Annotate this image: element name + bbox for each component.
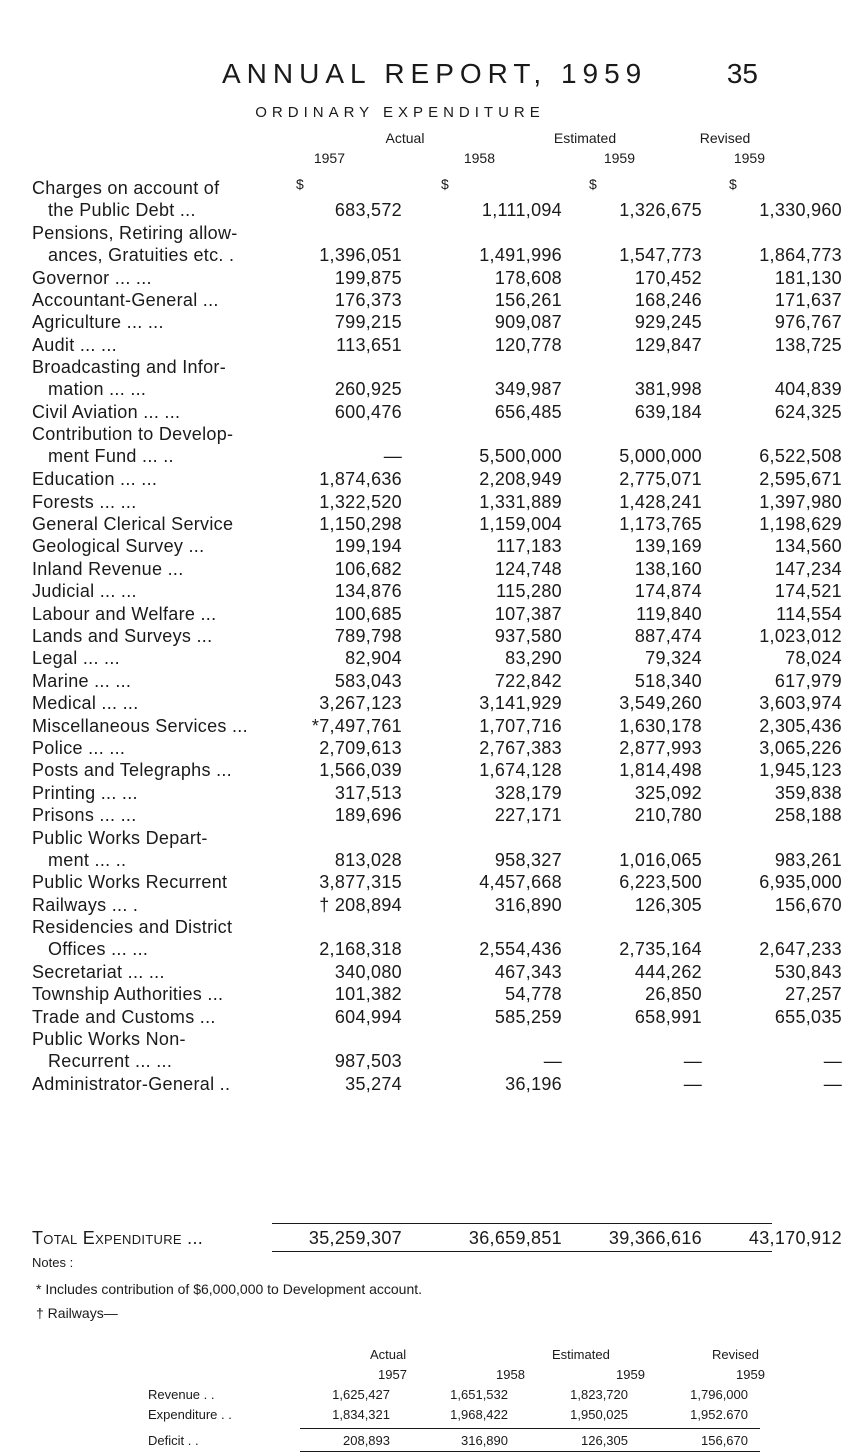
value-1959-est: 210,780: [634, 805, 702, 826]
value-1959-rev: 1,945,123: [759, 760, 842, 781]
value-1959-rev: 181,130: [774, 267, 842, 288]
value-1957: 600,476: [334, 402, 402, 422]
rail-year-1957: 1957: [378, 1367, 407, 1382]
value-1959-est: 5,000,000: [619, 446, 702, 467]
row-label-line: Education ... ...: [32, 469, 158, 490]
year-1959-rev-heading: 1959: [733, 150, 765, 166]
value-1958: 117,183: [496, 536, 562, 557]
row-label-line: Audit ... ...: [32, 334, 117, 355]
row-label-line: the Public Debt ...: [48, 200, 196, 220]
value-1958: 328,179: [494, 782, 562, 803]
row-label-line: Public Works Recurrent: [32, 872, 228, 893]
value-1957: 3,877,315: [319, 872, 402, 893]
value-1957: 260,925: [334, 379, 402, 400]
row-label-line: Railways ... .: [32, 894, 139, 915]
value-1959-rev: —: [823, 1074, 842, 1094]
value-1958: 1,331,889: [479, 491, 562, 512]
total-1959-rev: 43,170,912: [748, 1228, 842, 1248]
row-label-line: ment ... ..: [48, 849, 127, 870]
value-1959-est: 2,775,071: [619, 469, 702, 490]
rail-row-value: 1,823,720: [570, 1387, 628, 1402]
value-1958: 4,457,668: [479, 872, 562, 893]
row-label-line: Marine ... ...: [32, 670, 132, 691]
value-1957: † 208,894: [319, 894, 402, 915]
rail-year-1959-est: 1959: [616, 1367, 645, 1382]
value-1959-rev: 2,595,671: [759, 469, 842, 490]
value-1959-rev: 404,839: [774, 379, 842, 400]
deficit-value: 156,670: [701, 1433, 748, 1448]
value-1959-est: 325,092: [634, 782, 702, 803]
value-1959-est: 1,547,773: [619, 244, 702, 265]
value-1959-rev: 2,647,233: [759, 939, 842, 960]
row-label-line: Governor ... ...: [32, 267, 152, 288]
value-1959-rev: 156,670: [774, 894, 842, 915]
row-label-line: Geological Survey ...: [32, 536, 205, 557]
total-label: Total Expenditure ...: [32, 1228, 204, 1248]
note-development: * Includes contribution of $6,000,000 to Development account.: [36, 1281, 423, 1297]
deficit-value: 126,305: [581, 1433, 628, 1448]
value-1959-est: 887,474: [634, 626, 702, 646]
value-1958: 227,171: [494, 805, 562, 826]
row-label-line: Civil Aviation ... ...: [32, 402, 181, 422]
value-1958: 124,748: [494, 558, 562, 579]
value-1959-est: 26,850: [645, 984, 702, 1005]
value-1958: 107,387: [494, 603, 562, 624]
row-label-line: Miscellaneous Services ...: [32, 715, 248, 736]
value-1959-rev: 174,521: [774, 581, 842, 602]
row-label-line: Accountant-General ...: [32, 290, 219, 310]
total-rule-bottom: [272, 1251, 772, 1252]
row-label-line: Posts and Telegraphs ...: [32, 760, 232, 781]
deficit-value: 316,890: [461, 1433, 508, 1448]
value-1959-est: 1,173,765: [619, 514, 702, 534]
value-1959-rev: —: [823, 1051, 842, 1072]
value-1959-est: 1,428,241: [619, 491, 702, 512]
rail-row-label: Expenditure . .: [148, 1407, 232, 1422]
value-1957: 1,150,298: [319, 514, 402, 534]
value-1958: 467,343: [494, 962, 562, 982]
value-1958: 722,842: [494, 670, 562, 691]
rail-year-1959-rev: 1959: [736, 1367, 765, 1382]
estimated-heading: Estimated: [553, 130, 617, 146]
actual-group-heading: Actual: [385, 130, 425, 146]
value-1959-rev: 624,325: [774, 402, 842, 422]
value-1959-rev: 138,725: [774, 334, 842, 355]
value-1959-rev: 617,979: [774, 670, 842, 691]
value-1959-rev: 1,023,012: [759, 626, 842, 646]
value-1957: 176,373: [334, 290, 402, 310]
row-label-line: ances, Gratuities etc. .: [48, 244, 235, 265]
value-1959-rev: 1,198,629: [759, 514, 842, 534]
row-label-line: Charges on account of: [32, 178, 220, 198]
value-1958: 3,141,929: [479, 693, 562, 714]
total-1957: 35,259,307: [308, 1228, 402, 1248]
value-1959-rev: 359,838: [774, 782, 842, 803]
revised-heading: Revised: [699, 130, 751, 146]
value-1957: 317,513: [334, 782, 402, 803]
row-label-line: General Clerical Service: [32, 514, 234, 534]
value-1959-rev: 27,257: [785, 984, 842, 1005]
value-1957: 199,875: [334, 267, 402, 288]
row-label-line: mation ... ...: [48, 379, 147, 400]
value-1957: 35,274: [345, 1074, 402, 1094]
note-railways: † Railways—: [36, 1305, 118, 1321]
section-title: ORDINARY EXPENDITURE: [255, 104, 545, 121]
running-title: ANNUAL REPORT, 1959: [222, 58, 648, 89]
row-label-line: Judicial ... ...: [32, 581, 137, 602]
value-1958: 2,554,436: [479, 939, 562, 960]
rail-year-1958: 1958: [496, 1367, 525, 1382]
value-1958: 36,196: [505, 1074, 562, 1094]
row-label-line: Recurrent ... ...: [48, 1051, 173, 1072]
value-1959-est: 518,340: [634, 670, 702, 691]
value-1959-est: 174,874: [634, 581, 702, 602]
value-1957: 987,503: [334, 1051, 402, 1072]
value-1959-est: —: [683, 1074, 702, 1094]
row-label-line: Lands and Surveys ...: [32, 626, 213, 646]
value-1957: 1,566,039: [319, 760, 402, 781]
row-label-line: Public Works Non-: [32, 1029, 186, 1050]
value-1958: 115,280: [496, 581, 562, 602]
value-1959-rev: 983,261: [774, 849, 842, 870]
value-1959-rev: 1,330,960: [759, 200, 842, 220]
value-1957: 189,696: [334, 805, 402, 826]
value-1959-rev: 976,767: [774, 312, 842, 333]
value-1957: 789,798: [334, 626, 402, 646]
row-label-line: Pensions, Retiring allow-: [32, 222, 238, 243]
value-1958: 1,111,094: [481, 200, 562, 220]
value-1959-est: —: [683, 1051, 702, 1072]
value-1957: 199,194: [334, 536, 402, 557]
row-label-line: Legal ... ...: [32, 648, 120, 669]
rail-actual-heading: Actual: [370, 1347, 407, 1362]
row-label-line: Inland Revenue ...: [32, 558, 184, 579]
value-1958: 178,608: [494, 267, 562, 288]
total-rule-top: [272, 1223, 772, 1224]
value-1959-est: 444,262: [634, 962, 702, 982]
value-1958: 2,767,383: [479, 738, 562, 758]
value-1959-est: 79,324: [645, 648, 702, 669]
deficit-label: Deficit . .: [148, 1433, 199, 1448]
value-1959-est: 1,016,065: [619, 849, 702, 870]
value-1958: —: [543, 1051, 562, 1072]
value-1959-rev: 134,560: [774, 536, 842, 557]
value-1957: 106,682: [334, 558, 402, 579]
value-1958: 958,327: [494, 849, 562, 870]
value-1958: 1,491,996: [479, 244, 562, 265]
value-1958: 909,087: [494, 312, 562, 333]
value-1959-est: 3,549,260: [619, 693, 702, 714]
value-1958: 1,159,004: [479, 514, 562, 534]
value-1959-rev: 6,935,000: [759, 872, 842, 893]
rail-row-value: 1,952.670: [690, 1407, 748, 1422]
row-label-line: Police ... ...: [32, 738, 126, 758]
row-label-line: Trade and Customs ...: [32, 1006, 216, 1027]
value-1959-rev: 1,397,980: [759, 491, 842, 512]
value-1957: 1,874,636: [319, 469, 402, 490]
value-1959-rev: 3,065,226: [759, 738, 842, 758]
value-1958: 1,707,716: [479, 715, 562, 736]
deficit-rule-top: [300, 1428, 760, 1429]
value-1959-est: 2,735,164: [619, 939, 702, 960]
value-1959-est: 138,160: [634, 558, 702, 579]
value-1959-est: 170,452: [634, 267, 702, 288]
value-1957: 2,709,613: [319, 738, 402, 758]
value-1958: 1,674,128: [479, 760, 562, 781]
value-1959-rev: 171,637: [774, 290, 842, 310]
value-1958: 349,987: [494, 379, 562, 400]
value-1957: 340,080: [334, 962, 402, 982]
currency-1957: $: [296, 176, 304, 192]
value-1957: —: [383, 446, 402, 467]
value-1959-est: 6,223,500: [619, 872, 702, 893]
rail-estimated-heading: Estimated: [552, 1347, 610, 1362]
row-label-line: Printing ... ...: [32, 782, 138, 803]
row-label-line: Broadcasting and Infor-: [32, 357, 227, 378]
value-1959-rev: 1,864,773: [759, 244, 842, 265]
value-1958: 937,580: [494, 626, 562, 646]
value-1959-rev: 78,024: [785, 648, 842, 669]
rail-row-value: 1,950,025: [570, 1407, 628, 1422]
row-label-line: Contribution to Develop-: [32, 424, 234, 445]
value-1959-est: 1,630,178: [619, 715, 702, 736]
value-1957: 101,382: [334, 984, 402, 1005]
row-label-line: Prisons ... ...: [32, 805, 137, 826]
value-1957: 3,267,123: [319, 693, 402, 714]
value-1959-est: 639,184: [634, 402, 702, 422]
currency-1959-est: $: [589, 176, 597, 192]
value-1959-est: 1,814,498: [619, 760, 702, 781]
total-1959-est: 39,366,616: [608, 1228, 702, 1248]
row-label-line: Labour and Welfare ...: [32, 603, 217, 624]
year-1957-heading: 1957: [313, 150, 345, 166]
value-1959-est: 126,305: [634, 894, 702, 915]
value-1959-rev: 114,554: [776, 603, 842, 624]
value-1959-est: 658,991: [634, 1006, 702, 1027]
value-1957: 799,215: [334, 312, 402, 333]
value-1959-rev: 258,188: [774, 805, 842, 826]
value-1959-est: 1,326,675: [619, 200, 702, 220]
value-1957: 604,994: [334, 1006, 402, 1027]
value-1959-est: 929,245: [634, 312, 702, 333]
rail-row-label: Revenue . .: [148, 1387, 215, 1402]
rail-row-value: 1,796,000: [690, 1387, 748, 1402]
value-1959-rev: 655,035: [774, 1006, 842, 1027]
value-1959-est: 2,877,993: [619, 738, 702, 758]
value-1958: 54,778: [505, 984, 562, 1005]
row-label-line: Administrator-General ..: [32, 1074, 231, 1094]
value-1958: 83,290: [505, 648, 562, 669]
value-1959-est: 129,847: [634, 334, 702, 355]
value-1958: 656,485: [494, 402, 562, 422]
row-label-line: Agriculture ... ...: [32, 312, 164, 333]
row-label-line: Forests ... ...: [32, 491, 137, 512]
value-1958: 585,259: [494, 1006, 562, 1027]
row-label-line: Secretariat ... ...: [32, 962, 165, 982]
value-1958: 5,500,000: [479, 446, 562, 467]
year-1958-heading: 1958: [463, 150, 495, 166]
value-1957: *7,497,761: [311, 715, 402, 736]
value-1959-rev: 6,522,508: [759, 446, 842, 467]
value-1957: 583,043: [334, 670, 402, 691]
row-label-line: Medical ... ...: [32, 693, 139, 714]
value-1957: 1,396,051: [319, 244, 402, 265]
value-1957: 100,685: [334, 603, 402, 624]
value-1957: 82,904: [345, 648, 402, 669]
total-1958: 36,659,851: [468, 1228, 562, 1248]
value-1959-rev: 530,843: [774, 962, 842, 982]
value-1959-rev: 2,305,436: [759, 715, 842, 736]
value-1957: 683,572: [334, 200, 402, 220]
rail-row-value: 1,834,321: [332, 1407, 390, 1422]
row-label-line: Offices ... ...: [48, 939, 149, 960]
row-label-line: Township Authorities ...: [32, 984, 224, 1005]
value-1957: 2,168,318: [319, 939, 402, 960]
currency-1958: $: [441, 176, 449, 192]
rail-row-value: 1,651,532: [450, 1387, 508, 1402]
value-1959-est: 168,246: [634, 290, 702, 310]
value-1959-est: 381,998: [634, 379, 702, 400]
value-1957: 813,028: [334, 849, 402, 870]
value-1957: 113,651: [336, 334, 402, 355]
page-header: [0, 58, 800, 98]
page-number: 35: [726, 58, 758, 89]
value-1957: 134,876: [334, 581, 402, 602]
value-1959-rev: 147,234: [774, 558, 842, 579]
value-1959-rev: 3,603,974: [759, 693, 842, 714]
value-1958: 316,890: [494, 894, 562, 915]
value-1958: 2,208,949: [479, 469, 562, 490]
value-1959-est: 139,169: [634, 536, 702, 557]
row-label-line: Public Works Depart-: [32, 827, 208, 848]
deficit-value: 208,893: [343, 1433, 390, 1448]
value-1958: 120,778: [494, 334, 562, 355]
row-label-line: Residencies and District: [32, 917, 233, 938]
notes-label: Notes :: [32, 1255, 74, 1270]
row-label-line: ment Fund ... ..: [48, 446, 174, 467]
value-1957: 1,322,520: [319, 491, 402, 512]
year-1959-est-heading: 1959: [603, 150, 635, 166]
rail-revised-heading: Revised: [712, 1347, 759, 1362]
rail-row-value: 1,968,422: [450, 1407, 508, 1422]
value-1958: 156,261: [494, 290, 562, 310]
rail-row-value: 1,625,427: [332, 1387, 390, 1402]
currency-1959-rev: $: [729, 176, 737, 192]
value-1959-est: 119,840: [636, 603, 702, 624]
